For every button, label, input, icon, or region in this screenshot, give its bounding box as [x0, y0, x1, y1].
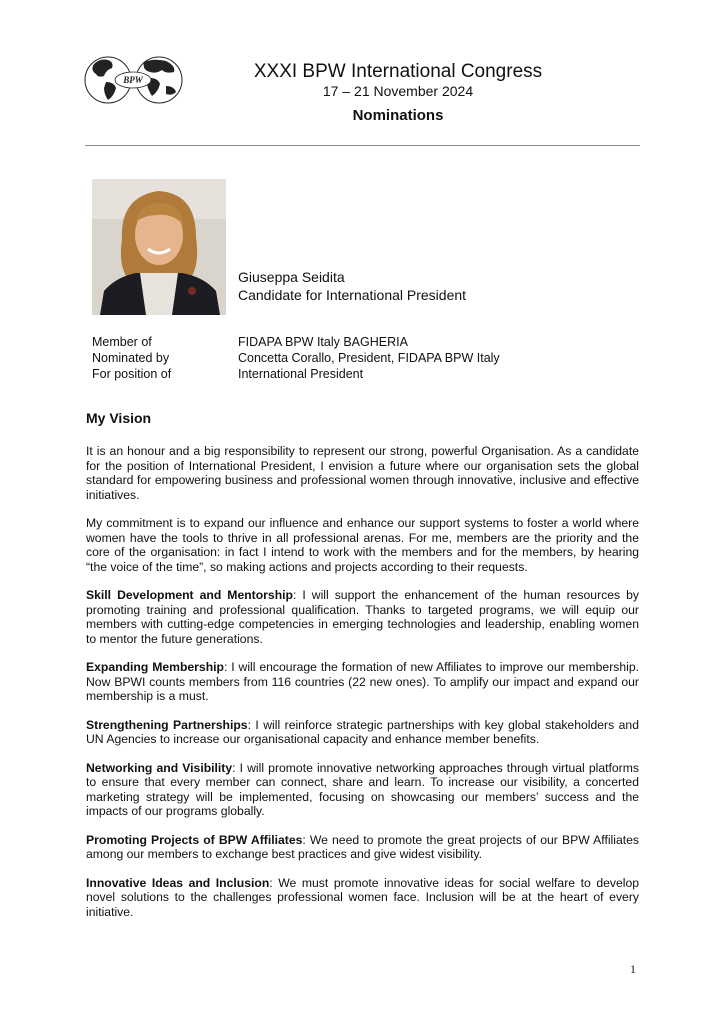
congress-dates: 17 – 21 November 2024 — [322, 83, 474, 99]
paragraph-lead: Innovative Ideas and Inclusion — [86, 875, 270, 890]
vision-paragraph: Expanding Membership: I will encourage the formation of new Affiliates to improve our membership. Now BPWI counts members from 116 countries (22 new ones). To amplify our impact and expand our membership is a must. — [86, 660, 639, 703]
congress-title: XXXI BPW International Congress — [253, 61, 543, 82]
vision-paragraph: It is an honour and a big responsibility to represent our strong, powerful Organisation. As a candidate for the position of International President, I envision a future where our organisation sets the global standard for empowering business and professional women through innovative, inclusive and effective initiatives. — [86, 444, 639, 502]
paragraph-lead: Skill Development and Mentorship — [86, 588, 293, 602]
candidate-photo — [92, 179, 226, 315]
paragraph-lead: Expanding Membership — [86, 660, 224, 674]
vision-paragraph: My commitment is to expand our influence and enhance our support systems to foster a world where women have the tools to thrive in all professional arenas. For me, members are the priority and the core of the organisation: in fact I intend to work with the members and for the members, by hearing “the voice of the time”, so making actions and projects according to their requests. — [86, 516, 639, 574]
vision-paragraph: Innovative Ideas and Inclusion: We must promote innovative ideas for social welfare to develop novel solutions to the challenges professional women face. Inclusion will be at the heart of every initiative. — [86, 875, 640, 919]
vision-paragraph: Strengthening Partnerships: I will reinforce strategic partnerships with key global stakeholders and UN Agencies to increase our organisational capacity and enhance member benefits. — [86, 717, 639, 746]
bpw-logo — [84, 52, 184, 108]
nomination-info — [92, 334, 500, 382]
page-number: 1 — [630, 962, 636, 976]
vision-paragraph: Promoting Projects of BPW Affiliates: We need to promote the great projects of our BPW Affiliates among our members to exchange best practices and give widest visibility. — [86, 832, 639, 861]
paragraph-lead: Networking and Visibility — [86, 760, 233, 775]
section-title: Nominations — [352, 107, 444, 124]
info-label: For position of — [92, 367, 172, 381]
info-label: Member of — [92, 335, 152, 349]
paragraph-lead: Promoting Projects of BPW Affiliates — [86, 832, 303, 847]
info-row — [92, 334, 500, 350]
candidate-name: Giuseppa Seidita — [238, 269, 345, 285]
info-value: Concetta Corallo, President, FIDAPA BPW Italy — [238, 351, 500, 365]
vision-section — [86, 409, 639, 933]
vision-heading: My Vision — [86, 410, 152, 426]
paragraph-lead: Strengthening Partnerships — [86, 717, 248, 732]
vision-paragraph: Skill Development and Mentorship: I will support the enhancement of the human resources by promoting training and professional qualification. Thanks to targeted programs, we will equip our members with cutting-edge competencies in emerging technologies and leadership, enabling women to mentor the future generations. — [86, 588, 639, 646]
info-label: Nominated by — [92, 351, 170, 365]
candidate-role: Candidate for International President — [238, 287, 467, 303]
info-row — [92, 366, 500, 382]
logo-text: BPW — [123, 75, 143, 85]
info-value: FIDAPA BPW Italy BAGHERIA — [238, 335, 408, 349]
header-divider — [85, 145, 640, 146]
info-value: International President — [238, 367, 364, 381]
info-row — [92, 350, 500, 366]
vision-paragraph: Networking and Visibility: I will promote innovative networking approaches through virtual platforms to ensure that every member can connect, share and learn. To increase our visibility, a concerted marketing strategy will be implemented, focusing on showcasing our members’ success and the impacts of our programs globally. — [86, 760, 639, 818]
